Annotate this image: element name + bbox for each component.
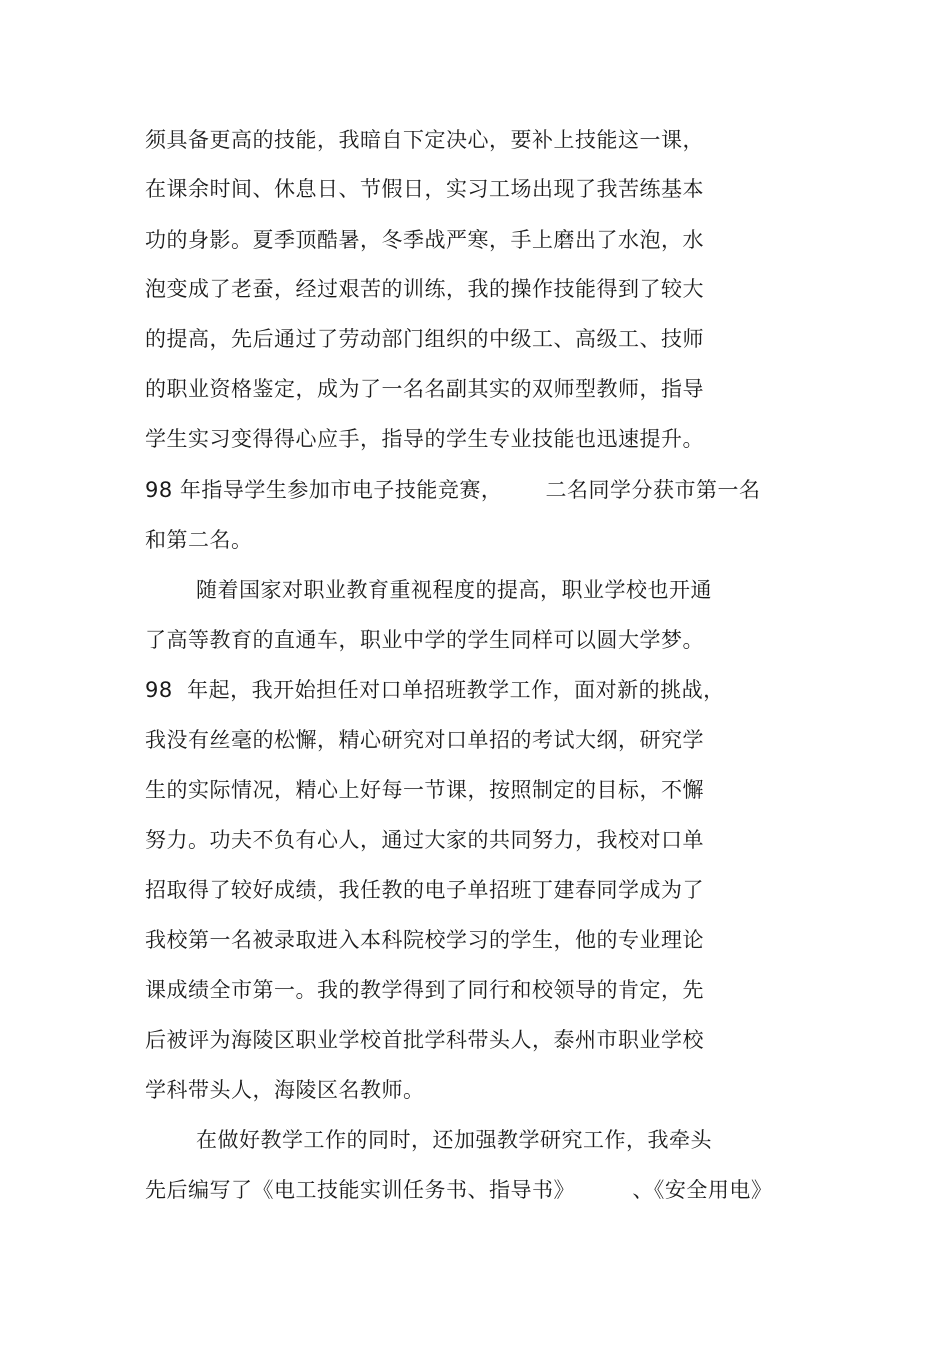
text-line: 泡变成了老蚕，经过艰苦的训练，我的操作技能得到了较大 — [145, 277, 704, 301]
paragraph-start-line: 在做好教学工作的同时，还加强教学研究工作，我牵头 — [196, 1128, 712, 1152]
text-line: 学科带头人，海陵区名教师。 — [145, 1078, 425, 1102]
text-line: 我校第一名被录取进入本科院校学习的学生，他的专业理论 — [145, 928, 704, 952]
paragraph-start-line: 随着国家对职业教育重视程度的提高，职业学校也开通 — [196, 578, 712, 602]
text-line: 在课余时间、休息日、节假日，实习工场出现了我苦练基本 — [145, 177, 704, 201]
text-line: 后被评为海陵区职业学校首批学科带头人，泰州市职业学校 — [145, 1028, 704, 1052]
text-line: 和第二名。 — [145, 528, 253, 552]
text-line: 的职业资格鉴定，成为了一名名副其实的双师型教师，指导 — [145, 377, 704, 401]
text-line: 我没有丝毫的松懈，精心研究对口单招的考试大纲，研究学 — [145, 728, 704, 752]
text-line: 的提高，先后通过了劳动部门组织的中级工、高级工、技师 — [145, 327, 704, 351]
text-line: 努力。功夫不负有心人，通过大家的共同努力，我校对口单 — [145, 828, 704, 852]
text-line: 先后编写了《电工技能实训任务书、指导书》 、《安全用电》 — [145, 1178, 773, 1202]
text-line: 学生实习变得得心应手，指导的学生专业技能也迅速提升。 — [145, 427, 704, 451]
text-line: 功的身影。夏季顶酷暑，冬季战严寒，手上磨出了水泡，水 — [145, 228, 704, 252]
text-line: 须具备更高的技能，我暗自下定决心，要补上技能这一课， — [145, 128, 704, 152]
text-line: 了高等教育的直通车，职业中学的学生同样可以圆大学梦。 — [145, 628, 704, 652]
text-line: 98 年指导学生参加市电子技能竞赛， 二名同学分获市第一名 — [145, 478, 761, 502]
text-line: 招取得了较好成绩，我任教的电子单招班丁建春同学成为了 — [145, 878, 704, 902]
text-line: 98 年起，我开始担任对口单招班教学工作，面对新的挑战， — [145, 678, 725, 702]
text-line: 生的实际情况，精心上好每一节课，按照制定的目标，不懈 — [145, 778, 704, 802]
text-line: 课成绩全市第一。我的教学得到了同行和校领导的肯定，先 — [145, 978, 704, 1002]
